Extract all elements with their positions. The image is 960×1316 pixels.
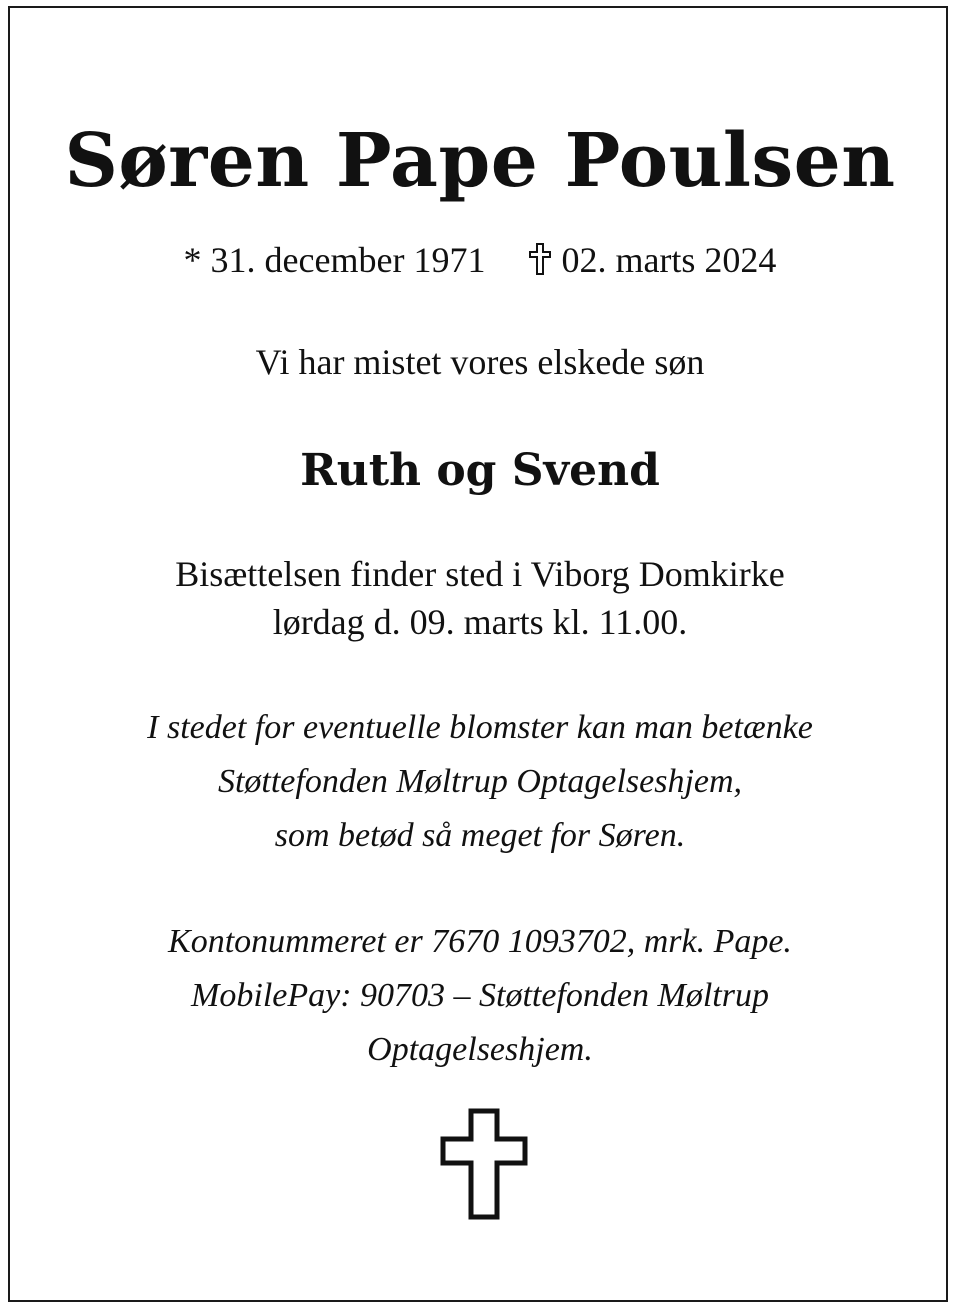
death-date: 02. marts 2024 [561, 240, 777, 280]
latin-cross-icon [529, 243, 551, 275]
donation-mobilepay: MobilePay: 90703 – Støttefonden Møltrup [191, 977, 769, 1014]
tagline: Vi har mistet vores elskede søn [255, 342, 705, 382]
obituary-notice [8, 6, 948, 1302]
deceased-name: Søren Pape Poulsen [64, 118, 896, 204]
footer-cross-icon [440, 1108, 528, 1220]
donation-account: Kontonummeret er 7670 1093702, mrk. Pape. [168, 923, 792, 960]
funeral-place: Bisættelsen finder sted i Viborg Domkirke [175, 554, 785, 594]
signers: Ruth og Svend [300, 445, 660, 496]
birth-date: * 31. december 1971 [183, 240, 486, 280]
life-dates [10, 236, 950, 284]
donation-recipient: Optagelseshjem. [367, 1031, 593, 1068]
flowers-line-1: I stedet for eventuelle blomster kan man betænke [147, 709, 813, 746]
flowers-line-3: som betød så meget for Søren. [274, 817, 686, 854]
flowers-line-2: Støttefonden Møltrup Optagelseshjem, [217, 763, 743, 800]
funeral-time: lørdag d. 09. marts kl. 11.00. [272, 602, 688, 642]
